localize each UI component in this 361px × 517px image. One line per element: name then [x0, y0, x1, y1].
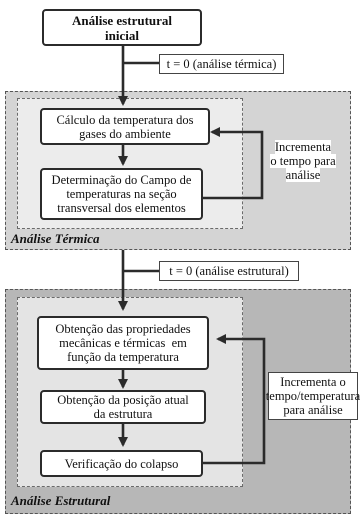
structural-step-collapse-check	[40, 450, 203, 477]
start-box-line2: inicial	[105, 27, 139, 43]
thermal-step-temperature-field	[40, 168, 203, 220]
loop-structural-increment	[203, 339, 264, 463]
thermal-note-line2: o tempo para	[270, 154, 336, 168]
thermal-step2-line1: Determinação do Campo de	[51, 173, 192, 187]
start-box-line1: Análise estrutural	[71, 12, 173, 28]
thermal-step2-line3: transversal dos elementos	[57, 201, 186, 215]
structural-step1-line1: Obtenção das propriedades	[55, 322, 191, 336]
t0-thermal-text: t = 0 (análise térmica)	[166, 57, 277, 71]
structural-panel-label: Análise Estrutural	[11, 493, 111, 508]
structural-step3-line1: Verificação do colapso	[64, 456, 179, 471]
structural-step-current-position	[40, 390, 206, 424]
t0-structural-text: t = 0 (análise estrutural)	[169, 264, 289, 278]
thermal-step1-line2: gases do ambiente	[79, 126, 171, 141]
structural-step1-line3: função da temperatura	[67, 350, 179, 364]
thermal-increment-note	[265, 138, 341, 184]
thermal-step2-line2: temperaturas na seção	[66, 187, 177, 201]
thermal-note-line1: Incrementa	[274, 140, 332, 154]
structural-step2-line1: Obtenção da posição atual	[57, 393, 189, 407]
structural-step2-line2: da estrutura	[93, 407, 153, 421]
thermal-note-line3: análise	[285, 168, 321, 182]
structural-note-line2: tempo/temperatura	[265, 389, 361, 403]
structural-increment-note	[265, 372, 361, 420]
thermal-panel-label: Análise Térmica	[11, 231, 100, 246]
t0-thermal-label	[159, 54, 284, 74]
loop-thermal-increment	[203, 132, 262, 198]
thermal-step-gas-temperature	[40, 108, 210, 145]
structural-step-material-properties	[37, 316, 209, 370]
structural-step1-line2: mecânicas e térmicas em	[59, 336, 187, 350]
structural-note-line1: Incrementa o	[280, 375, 346, 389]
t0-structural-label	[159, 261, 299, 281]
start-box-initial-structural-analysis	[42, 9, 202, 46]
thermal-step1-line1: Cálculo da temperatura dos	[56, 112, 194, 127]
structural-note-line3: para análise	[283, 403, 343, 417]
